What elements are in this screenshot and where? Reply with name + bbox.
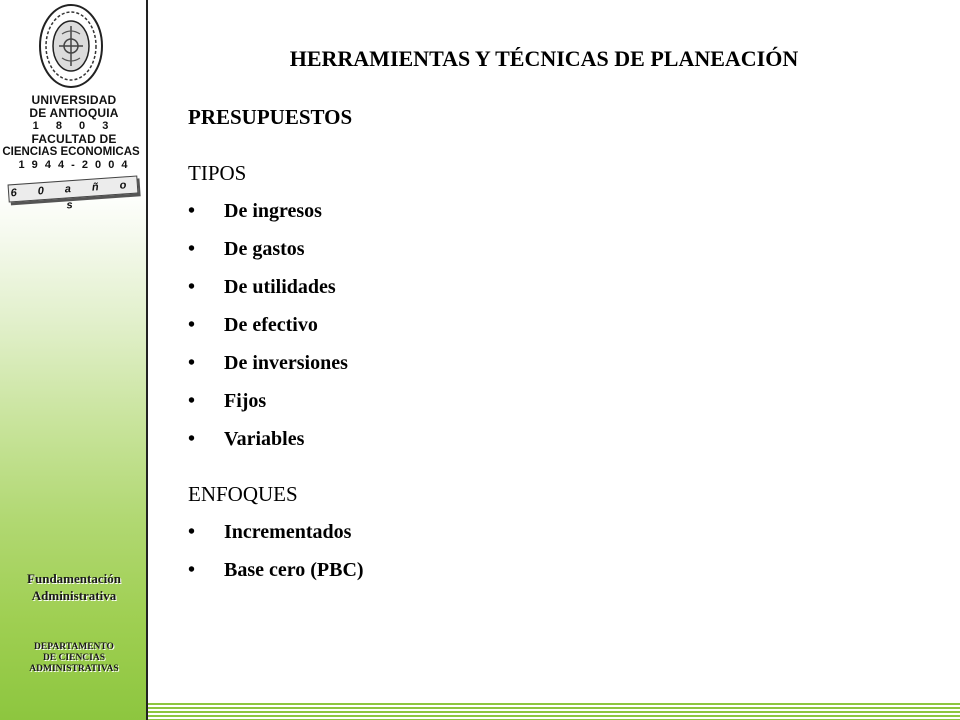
founded-year: 1 8 0 3 (32, 120, 116, 132)
faculty-line: CIENCIAS ECONOMICAS (2, 146, 140, 158)
list-item-text: De ingresos (224, 200, 322, 222)
bullet: • (188, 559, 196, 581)
bullet: • (188, 521, 196, 543)
bullet: • (188, 352, 196, 374)
course-line: Fundamentación (27, 571, 121, 586)
approaches-heading: ENFOQUES (188, 482, 298, 506)
university-line: UNIVERSIDAD (31, 93, 117, 107)
anniversary-banner: 6 0 a ñ o s (8, 175, 139, 202)
bullet: • (188, 390, 196, 412)
university-seal-icon (38, 2, 104, 90)
list-item-text: Base cero (PBC) (224, 559, 364, 581)
department-line: DE CIENCIAS (42, 653, 106, 663)
course-line: Administrativa (31, 588, 117, 603)
department-line: ADMINISTRATIVAS (29, 664, 119, 674)
faculty-years: 1 9 4 4 - 2 0 0 4 (18, 159, 130, 171)
bullet: • (188, 276, 196, 298)
department-line: DEPARTAMENTO (34, 642, 114, 652)
types-heading: TIPOS (188, 161, 247, 185)
faculty-line: FACULTAD DE (31, 132, 117, 146)
bullet: • (188, 238, 196, 260)
bullet: • (188, 200, 196, 222)
department-name (0, 642, 148, 675)
slide-title: HERRAMIENTAS Y TÉCNICAS DE PLANEACIÓN (289, 46, 799, 71)
university-line: DE ANTIOQUIA (29, 106, 119, 120)
slide-subtitle: PRESUPUESTOS (188, 105, 353, 129)
list-item-text: De efectivo (224, 314, 318, 336)
list-item-text: Incrementados (224, 521, 352, 543)
list-item-text: De gastos (224, 238, 305, 260)
bullet: • (188, 428, 196, 450)
list-item-text: Variables (224, 428, 305, 450)
university-name (0, 94, 148, 172)
list-item-text: De utilidades (224, 276, 336, 298)
bottom-stripes (148, 703, 960, 720)
bullet: • (188, 314, 196, 336)
list-item-text: De inversiones (224, 352, 348, 374)
course-name (0, 570, 148, 604)
sidebar (0, 0, 148, 720)
list-item-text: Fijos (224, 390, 267, 412)
